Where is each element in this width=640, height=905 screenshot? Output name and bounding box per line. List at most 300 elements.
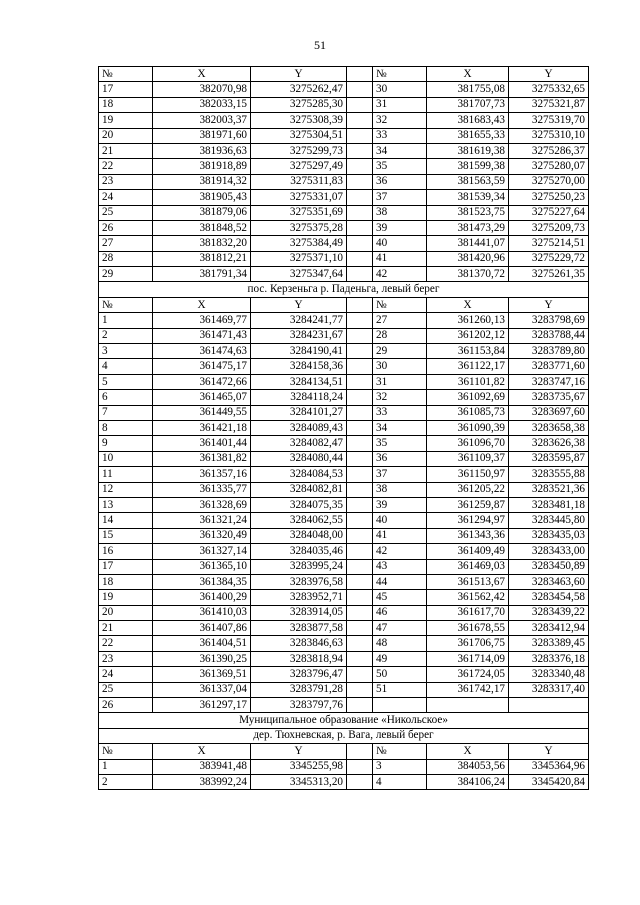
y-coordinate: 3283788,44 — [509, 328, 589, 343]
point-number: 35 — [373, 159, 427, 174]
table-row — [99, 605, 589, 620]
point-number: 22 — [99, 636, 153, 651]
point-number: 41 — [373, 251, 427, 266]
point-number: 28 — [373, 328, 427, 343]
spacer-cell — [347, 359, 373, 374]
point-number: 24 — [99, 190, 153, 205]
point-number: 2 — [99, 774, 153, 789]
point-number: 30 — [373, 359, 427, 374]
x-coordinate: 361469,03 — [427, 559, 509, 574]
point-number: 11 — [99, 467, 153, 482]
point-number — [373, 698, 427, 713]
y-coordinate: 3284118,24 — [251, 390, 347, 405]
point-number: 25 — [99, 205, 153, 220]
x-coordinate: 361259,87 — [427, 497, 509, 512]
section-title: Муниципальное образование «Никольское» — [99, 713, 589, 728]
x-coordinate: 381905,43 — [153, 190, 251, 205]
table-row — [99, 544, 589, 559]
y-coordinate: 3275331,07 — [251, 190, 347, 205]
x-coordinate: 361400,29 — [153, 590, 251, 605]
x-coordinate: 361328,69 — [153, 497, 251, 512]
table-row — [99, 528, 589, 543]
point-number: 3 — [373, 759, 427, 774]
y-coordinate: 3284048,00 — [251, 528, 347, 543]
point-number: 10 — [99, 451, 153, 466]
x-coordinate: 381619,38 — [427, 143, 509, 158]
point-number: 4 — [373, 774, 427, 789]
y-coordinate: 3275308,39 — [251, 113, 347, 128]
point-number: 33 — [373, 128, 427, 143]
y-coordinate: 3283952,71 — [251, 590, 347, 605]
point-number: 7 — [99, 405, 153, 420]
x-coordinate: 361475,17 — [153, 359, 251, 374]
spacer-cell — [347, 113, 373, 128]
point-number: 28 — [99, 251, 153, 266]
y-coordinate: 3283433,00 — [509, 544, 589, 559]
y-coordinate: 3284084,53 — [251, 467, 347, 482]
x-coordinate: 361449,55 — [153, 405, 251, 420]
point-number: 22 — [99, 159, 153, 174]
y-coordinate: 3275347,64 — [251, 267, 347, 282]
x-coordinate: 361085,73 — [427, 405, 509, 420]
point-number: 8 — [99, 420, 153, 435]
x-coordinate: 381441,07 — [427, 236, 509, 251]
y-coordinate: 3275250,23 — [509, 190, 589, 205]
y-coordinate: 3275321,87 — [509, 97, 589, 112]
x-coordinate: 361109,37 — [427, 451, 509, 466]
section-title: пос. Керзеньга р. Паденьга, левый берег — [99, 282, 589, 297]
spacer-cell — [347, 190, 373, 205]
spacer-cell — [347, 605, 373, 620]
table-row — [99, 390, 589, 405]
x-coordinate: 361205,22 — [427, 482, 509, 497]
x-coordinate: 361714,09 — [427, 651, 509, 666]
y-coordinate: 3283463,60 — [509, 574, 589, 589]
x-coordinate: 381755,08 — [427, 82, 509, 97]
y-coordinate: 3284089,43 — [251, 420, 347, 435]
y-coordinate: 3345420,84 — [509, 774, 589, 789]
x-coordinate: 383992,24 — [153, 774, 251, 789]
point-number: 23 — [99, 174, 153, 189]
y-coordinate: 3284080,44 — [251, 451, 347, 466]
spacer-cell — [347, 390, 373, 405]
spacer-cell — [347, 420, 373, 435]
x-coordinate: 382003,37 — [153, 113, 251, 128]
table-row — [99, 374, 589, 389]
point-number: 5 — [99, 374, 153, 389]
table-row — [99, 451, 589, 466]
spacer-cell — [347, 67, 373, 82]
spacer-cell — [347, 467, 373, 482]
y-coordinate: 3284190,41 — [251, 344, 347, 359]
x-coordinate: 361297,17 — [153, 698, 251, 713]
point-number: 19 — [99, 590, 153, 605]
y-coordinate: 3284082,47 — [251, 436, 347, 451]
y-coordinate: 3284075,35 — [251, 497, 347, 512]
point-number: 39 — [373, 220, 427, 235]
point-number: 27 — [99, 236, 153, 251]
table-row — [99, 682, 589, 697]
point-number: 2 — [99, 328, 153, 343]
x-coordinate: 361513,67 — [427, 574, 509, 589]
table-row — [99, 97, 589, 112]
table-row — [99, 574, 589, 589]
header-y: Y — [509, 67, 589, 82]
y-coordinate: 3284082,81 — [251, 482, 347, 497]
x-coordinate: 361369,51 — [153, 667, 251, 682]
y-coordinate: 3283877,58 — [251, 621, 347, 636]
x-coordinate: 361327,14 — [153, 544, 251, 559]
table-row — [99, 590, 589, 605]
spacer-cell — [347, 497, 373, 512]
coordinates-table — [98, 66, 589, 790]
x-coordinate: 381879,06 — [153, 205, 251, 220]
table-row — [99, 236, 589, 251]
table-row — [99, 621, 589, 636]
y-coordinate: 3284035,46 — [251, 544, 347, 559]
point-number: 18 — [99, 97, 153, 112]
y-coordinate: 3275351,69 — [251, 205, 347, 220]
x-coordinate: 361678,55 — [427, 621, 509, 636]
spacer-cell — [347, 513, 373, 528]
spacer-cell — [347, 159, 373, 174]
header-y: Y — [509, 744, 589, 759]
y-coordinate: 3284134,51 — [251, 374, 347, 389]
x-coordinate: 381370,72 — [427, 267, 509, 282]
spacer-cell — [347, 544, 373, 559]
point-number: 31 — [373, 374, 427, 389]
y-coordinate: 3275297,49 — [251, 159, 347, 174]
y-coordinate: 3345364,96 — [509, 759, 589, 774]
x-coordinate: 361469,77 — [153, 313, 251, 328]
x-coordinate: 381539,34 — [427, 190, 509, 205]
y-coordinate: 3284241,77 — [251, 313, 347, 328]
table-header-row — [99, 744, 589, 759]
y-coordinate: 3283626,38 — [509, 436, 589, 451]
x-coordinate: 381918,89 — [153, 159, 251, 174]
x-coordinate: 361381,82 — [153, 451, 251, 466]
point-number: 31 — [373, 97, 427, 112]
point-number: 17 — [99, 82, 153, 97]
x-coordinate: 361742,17 — [427, 682, 509, 697]
y-coordinate: 3283798,69 — [509, 313, 589, 328]
table-row — [99, 420, 589, 435]
point-number: 32 — [373, 113, 427, 128]
spacer-cell — [347, 682, 373, 697]
y-coordinate: 3283481,18 — [509, 497, 589, 512]
point-number: 30 — [373, 82, 427, 97]
point-number: 40 — [373, 513, 427, 528]
point-number: 1 — [99, 313, 153, 328]
header-y: Y — [251, 297, 347, 312]
table-row — [99, 143, 589, 158]
point-number: 38 — [373, 482, 427, 497]
y-coordinate: 3345313,20 — [251, 774, 347, 789]
point-number: 41 — [373, 528, 427, 543]
y-coordinate: 3275299,73 — [251, 143, 347, 158]
point-number: 15 — [99, 528, 153, 543]
y-coordinate: 3275214,51 — [509, 236, 589, 251]
table-row — [99, 698, 589, 713]
spacer-cell — [347, 82, 373, 97]
x-coordinate: 361260,13 — [427, 313, 509, 328]
point-number: 29 — [99, 267, 153, 282]
point-number: 18 — [99, 574, 153, 589]
spacer-cell — [347, 344, 373, 359]
y-coordinate: 3283797,76 — [251, 698, 347, 713]
y-coordinate: 3283412,94 — [509, 621, 589, 636]
y-coordinate: 3275375,28 — [251, 220, 347, 235]
spacer-cell — [347, 405, 373, 420]
x-coordinate: 361407,86 — [153, 621, 251, 636]
point-number: 26 — [99, 220, 153, 235]
y-coordinate: 3283658,38 — [509, 420, 589, 435]
table-row — [99, 482, 589, 497]
x-coordinate: 384053,56 — [427, 759, 509, 774]
x-coordinate: 384106,24 — [427, 774, 509, 789]
y-coordinate: 3283555,88 — [509, 467, 589, 482]
y-coordinate: 3275261,35 — [509, 267, 589, 282]
x-coordinate: 361401,44 — [153, 436, 251, 451]
x-coordinate: 361404,51 — [153, 636, 251, 651]
spacer-cell — [347, 667, 373, 682]
x-coordinate: 361320,49 — [153, 528, 251, 543]
spacer-cell — [347, 698, 373, 713]
header-x: X — [153, 67, 251, 82]
section-title-row — [99, 282, 589, 297]
x-coordinate: 361384,35 — [153, 574, 251, 589]
table-row — [99, 128, 589, 143]
x-coordinate: 361410,03 — [153, 605, 251, 620]
y-coordinate: 3275280,07 — [509, 159, 589, 174]
point-number: 27 — [373, 313, 427, 328]
spacer-cell — [347, 267, 373, 282]
point-number: 34 — [373, 143, 427, 158]
point-number: 1 — [99, 759, 153, 774]
header-num: № — [99, 297, 153, 312]
y-coordinate: 3283454,58 — [509, 590, 589, 605]
y-coordinate: 3283846,63 — [251, 636, 347, 651]
y-coordinate: 3275270,00 — [509, 174, 589, 189]
y-coordinate: 3275227,64 — [509, 205, 589, 220]
table-row — [99, 667, 589, 682]
table-header-row — [99, 67, 589, 82]
point-number: 51 — [373, 682, 427, 697]
table-row — [99, 313, 589, 328]
spacer-cell — [347, 143, 373, 158]
y-coordinate: 3283796,47 — [251, 667, 347, 682]
point-number: 46 — [373, 605, 427, 620]
y-coordinate: 3283697,60 — [509, 405, 589, 420]
x-coordinate: 361337,04 — [153, 682, 251, 697]
point-number: 14 — [99, 513, 153, 528]
spacer-cell — [347, 621, 373, 636]
y-coordinate: 3283389,45 — [509, 636, 589, 651]
point-number: 32 — [373, 390, 427, 405]
y-coordinate: 3345255,98 — [251, 759, 347, 774]
point-number: 23 — [99, 651, 153, 666]
table-row — [99, 513, 589, 528]
table-row — [99, 759, 589, 774]
x-coordinate — [427, 698, 509, 713]
point-number: 43 — [373, 559, 427, 574]
y-coordinate: 3275371,10 — [251, 251, 347, 266]
x-coordinate: 381420,96 — [427, 251, 509, 266]
spacer-cell — [347, 774, 373, 789]
table-row — [99, 405, 589, 420]
point-number: 35 — [373, 436, 427, 451]
y-coordinate: 3275286,37 — [509, 143, 589, 158]
header-y: Y — [251, 744, 347, 759]
x-coordinate: 382033,15 — [153, 97, 251, 112]
header-num: № — [373, 297, 427, 312]
point-number: 42 — [373, 267, 427, 282]
x-coordinate: 361122,17 — [427, 359, 509, 374]
x-coordinate: 381563,59 — [427, 174, 509, 189]
table-row — [99, 774, 589, 789]
y-coordinate: 3283791,28 — [251, 682, 347, 697]
header-x: X — [427, 67, 509, 82]
spacer-cell — [347, 436, 373, 451]
section-title-row — [99, 728, 589, 743]
spacer-cell — [347, 97, 373, 112]
point-number: 36 — [373, 174, 427, 189]
spacer-cell — [347, 220, 373, 235]
y-coordinate: 3275209,73 — [509, 220, 589, 235]
page-number: 51 — [314, 38, 326, 52]
spacer-cell — [347, 759, 373, 774]
header-x: X — [153, 744, 251, 759]
x-coordinate: 361617,70 — [427, 605, 509, 620]
point-number: 24 — [99, 667, 153, 682]
y-coordinate: 3284062,55 — [251, 513, 347, 528]
spacer-cell — [347, 590, 373, 605]
y-coordinate: 3283976,58 — [251, 574, 347, 589]
x-coordinate: 361343,36 — [427, 528, 509, 543]
point-number: 20 — [99, 128, 153, 143]
x-coordinate: 361474,63 — [153, 344, 251, 359]
x-coordinate: 361562,42 — [427, 590, 509, 605]
spacer-cell — [347, 236, 373, 251]
table-row — [99, 651, 589, 666]
point-number: 49 — [373, 651, 427, 666]
y-coordinate: 3284231,67 — [251, 328, 347, 343]
y-coordinate: 3284101,27 — [251, 405, 347, 420]
point-number: 44 — [373, 574, 427, 589]
x-coordinate: 361153,84 — [427, 344, 509, 359]
point-number: 36 — [373, 451, 427, 466]
x-coordinate: 381812,21 — [153, 251, 251, 266]
point-number: 45 — [373, 590, 427, 605]
table-row — [99, 82, 589, 97]
spacer-cell — [347, 559, 373, 574]
table-row — [99, 205, 589, 220]
y-coordinate: 3275319,70 — [509, 113, 589, 128]
x-coordinate: 381599,38 — [427, 159, 509, 174]
point-number: 50 — [373, 667, 427, 682]
point-number: 19 — [99, 113, 153, 128]
x-coordinate: 361096,70 — [427, 436, 509, 451]
table-row — [99, 113, 589, 128]
spacer-cell — [347, 205, 373, 220]
y-coordinate: 3283995,24 — [251, 559, 347, 574]
y-coordinate — [509, 698, 589, 713]
table-row — [99, 436, 589, 451]
section-title-row — [99, 713, 589, 728]
table-row — [99, 559, 589, 574]
table-row — [99, 190, 589, 205]
header-x: X — [427, 297, 509, 312]
point-number: 21 — [99, 143, 153, 158]
point-number: 25 — [99, 682, 153, 697]
point-number: 21 — [99, 621, 153, 636]
table-row — [99, 636, 589, 651]
y-coordinate: 3284158,36 — [251, 359, 347, 374]
point-number: 37 — [373, 190, 427, 205]
point-number: 47 — [373, 621, 427, 636]
spacer-cell — [347, 251, 373, 266]
spacer-cell — [347, 174, 373, 189]
point-number: 13 — [99, 497, 153, 512]
header-x: X — [153, 297, 251, 312]
header-num: № — [99, 67, 153, 82]
x-coordinate: 361335,77 — [153, 482, 251, 497]
point-number: 6 — [99, 390, 153, 405]
spacer-cell — [347, 651, 373, 666]
y-coordinate: 3283747,16 — [509, 374, 589, 389]
x-coordinate: 381971,60 — [153, 128, 251, 143]
spacer-cell — [347, 482, 373, 497]
x-coordinate: 381914,32 — [153, 174, 251, 189]
x-coordinate: 381707,73 — [427, 97, 509, 112]
point-number: 4 — [99, 359, 153, 374]
x-coordinate: 361724,05 — [427, 667, 509, 682]
point-number: 42 — [373, 544, 427, 559]
x-coordinate: 361294,97 — [427, 513, 509, 528]
y-coordinate: 3283595,87 — [509, 451, 589, 466]
point-number: 26 — [99, 698, 153, 713]
x-coordinate: 361421,18 — [153, 420, 251, 435]
table-row — [99, 174, 589, 189]
y-coordinate: 3275332,65 — [509, 82, 589, 97]
x-coordinate: 361321,24 — [153, 513, 251, 528]
point-number: 29 — [373, 344, 427, 359]
y-coordinate: 3275229,72 — [509, 251, 589, 266]
table-row — [99, 344, 589, 359]
x-coordinate: 381936,63 — [153, 143, 251, 158]
x-coordinate: 361092,69 — [427, 390, 509, 405]
point-number: 17 — [99, 559, 153, 574]
point-number: 16 — [99, 544, 153, 559]
table-row — [99, 251, 589, 266]
y-coordinate: 3275304,51 — [251, 128, 347, 143]
point-number: 37 — [373, 467, 427, 482]
y-coordinate: 3283521,36 — [509, 482, 589, 497]
y-coordinate: 3283789,80 — [509, 344, 589, 359]
x-coordinate: 361202,12 — [427, 328, 509, 343]
x-coordinate: 383941,48 — [153, 759, 251, 774]
point-number: 40 — [373, 236, 427, 251]
x-coordinate: 361150,97 — [427, 467, 509, 482]
spacer-cell — [347, 744, 373, 759]
y-coordinate: 3283439,22 — [509, 605, 589, 620]
point-number: 3 — [99, 344, 153, 359]
y-coordinate: 3283445,80 — [509, 513, 589, 528]
spacer-cell — [347, 374, 373, 389]
y-coordinate: 3283317,40 — [509, 682, 589, 697]
table-row — [99, 497, 589, 512]
point-number: 48 — [373, 636, 427, 651]
